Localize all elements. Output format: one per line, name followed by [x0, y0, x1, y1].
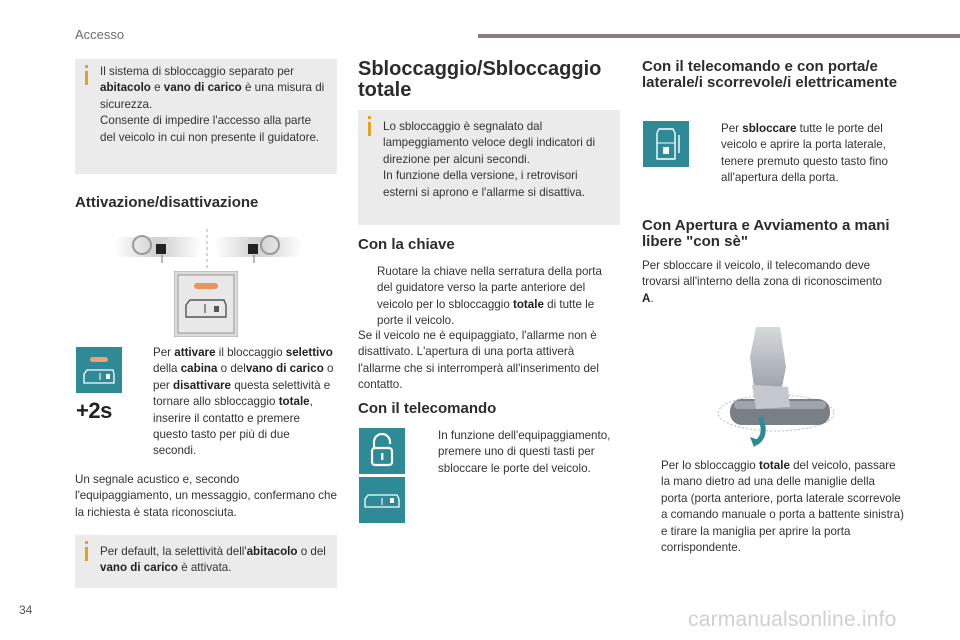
- van-lock-icon: [359, 477, 405, 523]
- cabin-cargo-illustration: [108, 227, 308, 277]
- page-number: 34: [19, 603, 33, 617]
- info-icon: [368, 116, 371, 119]
- section-title: Accesso: [75, 27, 125, 42]
- hand-door-handle-illustration: [716, 327, 836, 447]
- page-title-unlocking: Sbloccaggio/Sbloccaggio totale: [358, 58, 602, 101]
- hands-free-paragraph: Per sbloccare il veicolo, il telecomando deve trovarsi all'interno della zona di riconoscimento A.: [642, 259, 883, 305]
- heading-with-remote: Con il telecomando: [358, 400, 497, 417]
- selective-unlock-button[interactable]: [76, 347, 122, 393]
- hold-duration-label: +2s: [76, 398, 112, 423]
- sliding-door-icon: [643, 121, 689, 167]
- info-note-default: Per default, la selettività dell'abitacolo o del vano di carico è attivata.: [75, 535, 337, 588]
- alarm-paragraph: Se il veicolo ne è equipaggiato, l'allarme non è disattivato. L'apertura di una porta attiverà l'allarme che si interromperà all'inserimento del contatto.: [358, 329, 599, 392]
- heading-activation: Attivazione/disattivazione: [75, 194, 259, 211]
- remote-unlock-button[interactable]: [359, 428, 405, 474]
- header-rule: [478, 34, 960, 38]
- heading-hands-free: Con Apertura e Avviamento a mani libere "con sè": [642, 217, 890, 250]
- heading-sliding-door: Con il telecomando e con porta/e laterale/i scorrevole/i elettricamente: [642, 58, 898, 91]
- info-note-selective: Il sistema di sbloccaggio separato per abitacolo e vano di carico è una misura di sicurezza. Consente di impedire l'accesso alla parte del veicolo in cui non presente il guidatore.: [75, 59, 337, 174]
- selective-button-illustration: [174, 271, 238, 337]
- sliding-door-button[interactable]: [643, 121, 689, 167]
- watermark: carmanualsonline.info: [688, 608, 897, 631]
- info-note-unlock-signal: Lo sbloccaggio è segnalato dal lampeggiamento veloce degli indicatori di direzione per alcuni secondi. In funzione della versione, i retrovisori esterni si aprono e l'allarme si disattiva.: [358, 110, 620, 225]
- van-lock-icon: [76, 347, 122, 393]
- confirmation-paragraph: Un segnale acustico e, secondo l'equipaggiamento, un messaggio, confermano che la richiesta è stata riconosciuta.: [75, 473, 337, 519]
- padlock-open-icon: [359, 428, 405, 474]
- info-icon: [85, 65, 88, 68]
- heading-with-key: Con la chiave: [358, 236, 455, 253]
- info-icon: [85, 541, 88, 544]
- remote-van-unlock-button[interactable]: [359, 477, 405, 523]
